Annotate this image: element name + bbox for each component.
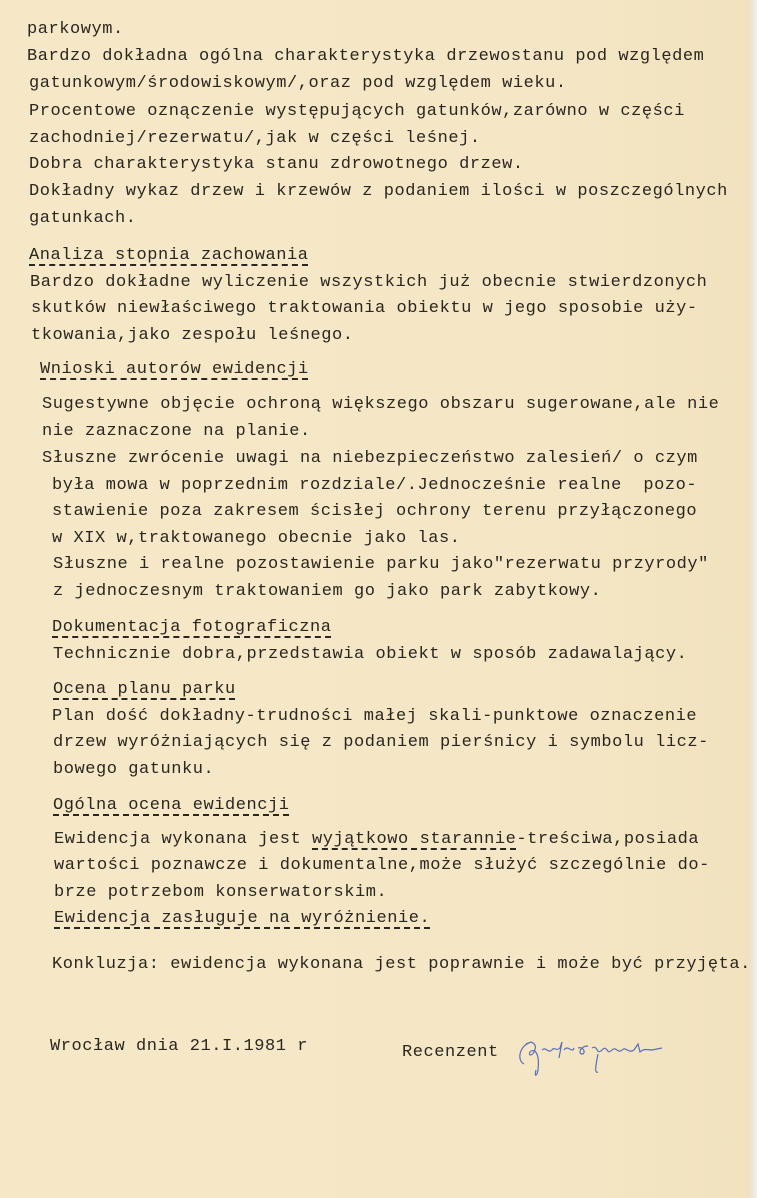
distinction-line: Ewidencja zasługuje na wyróżnienie. bbox=[54, 909, 431, 928]
text-line: Procentowe oznączenie występujących gatunków,zarówno w części bbox=[29, 102, 685, 121]
text-line: gatunkowym/środowiskowym/,oraz pod względem wieku. bbox=[29, 74, 567, 93]
text-line: Dokładny wykaz drzew i krzewów z podaniem ilości w poszczególnych bbox=[29, 182, 728, 201]
text-span: -treściwa,posiada bbox=[516, 830, 700, 849]
reviewer-label: Recenzent bbox=[402, 1043, 499, 1062]
conclusion-line: Konkluzja: ewidencja wykonana jest poprawnie i może być przyjęta. bbox=[52, 955, 751, 974]
section-heading: Analiza stopnia zachowania bbox=[29, 246, 309, 265]
emphasized-text: wyjątkowo starannie bbox=[312, 830, 517, 849]
text-line: bowego gatunku. bbox=[53, 760, 215, 779]
text-line: gatunkach. bbox=[29, 209, 137, 228]
text-line: w XIX w,traktowanego obecnie jako las. bbox=[52, 529, 461, 548]
text-span: Ewidencja wykonana jest bbox=[54, 830, 313, 849]
text-line: Słuszne zwrócenie uwagi na niebezpieczeństwo zalesień/ o czym bbox=[42, 449, 698, 468]
text-line: zachodniej/rezerwatu/,jak w części leśnej. bbox=[29, 129, 481, 148]
text-line: drzew wyróżniających się z podaniem pierśnicy i symbolu licz- bbox=[53, 733, 709, 752]
text-line: skutków niewłaściwego traktowania obiektu w jego sposobie uży- bbox=[31, 299, 698, 318]
text-line: Bardzo dokładne wyliczenie wszystkich już obecnie stwierdzonych bbox=[30, 273, 708, 292]
section-heading: Wnioski autorów ewidencji bbox=[40, 360, 309, 379]
place-date: Wrocław dnia 21.I.1981 r bbox=[50, 1037, 309, 1056]
section-heading: Dokumentacja fotograficzna bbox=[52, 618, 332, 637]
text-line: Sugestywne objęcie ochroną większego obszaru sugerowane,ale nie bbox=[42, 395, 720, 414]
text-line: Słuszne i realne pozostawienie parku jako"rezerwatu przyrody" bbox=[53, 555, 709, 574]
section-heading: Ocena planu parku bbox=[53, 680, 236, 699]
text-line: Dobra charakterystyka stanu zdrowotnego drzew. bbox=[29, 155, 524, 174]
text-line: brze potrzebom konserwatorskim. bbox=[54, 883, 388, 902]
text-line: Technicznie dobra,przedstawia obiekt w sposób zadawalający. bbox=[53, 645, 688, 664]
text-line bbox=[54, 829, 699, 851]
text-line: Plan dość dokładny-trudności małej skali-punktowe oznaczenie bbox=[52, 707, 698, 726]
text-line: parkowym. bbox=[27, 20, 124, 39]
text-line: była mowa w poprzednim rozdziale/.Jednocześnie realne pozo- bbox=[52, 476, 698, 495]
section-heading: Ogólna ocena ewidencji bbox=[53, 796, 290, 815]
signature-image bbox=[512, 1030, 712, 1080]
text-line: stawienie poza zakresem ścisłej ochrony terenu przyłączonego bbox=[52, 502, 698, 521]
text-line: Bardzo dokładna ogólna charakterystyka drzewostanu pod względem bbox=[27, 47, 705, 66]
text-line: nie zaznaczone na planie. bbox=[42, 422, 311, 441]
text-line: tkowania,jako zespołu leśnego. bbox=[31, 326, 354, 345]
text-line: z jednoczesnym traktowaniem go jako park zabytkowy. bbox=[53, 582, 602, 601]
text-line: wartości poznawcze i dokumentalne,może służyć szczególnie do- bbox=[54, 856, 710, 875]
